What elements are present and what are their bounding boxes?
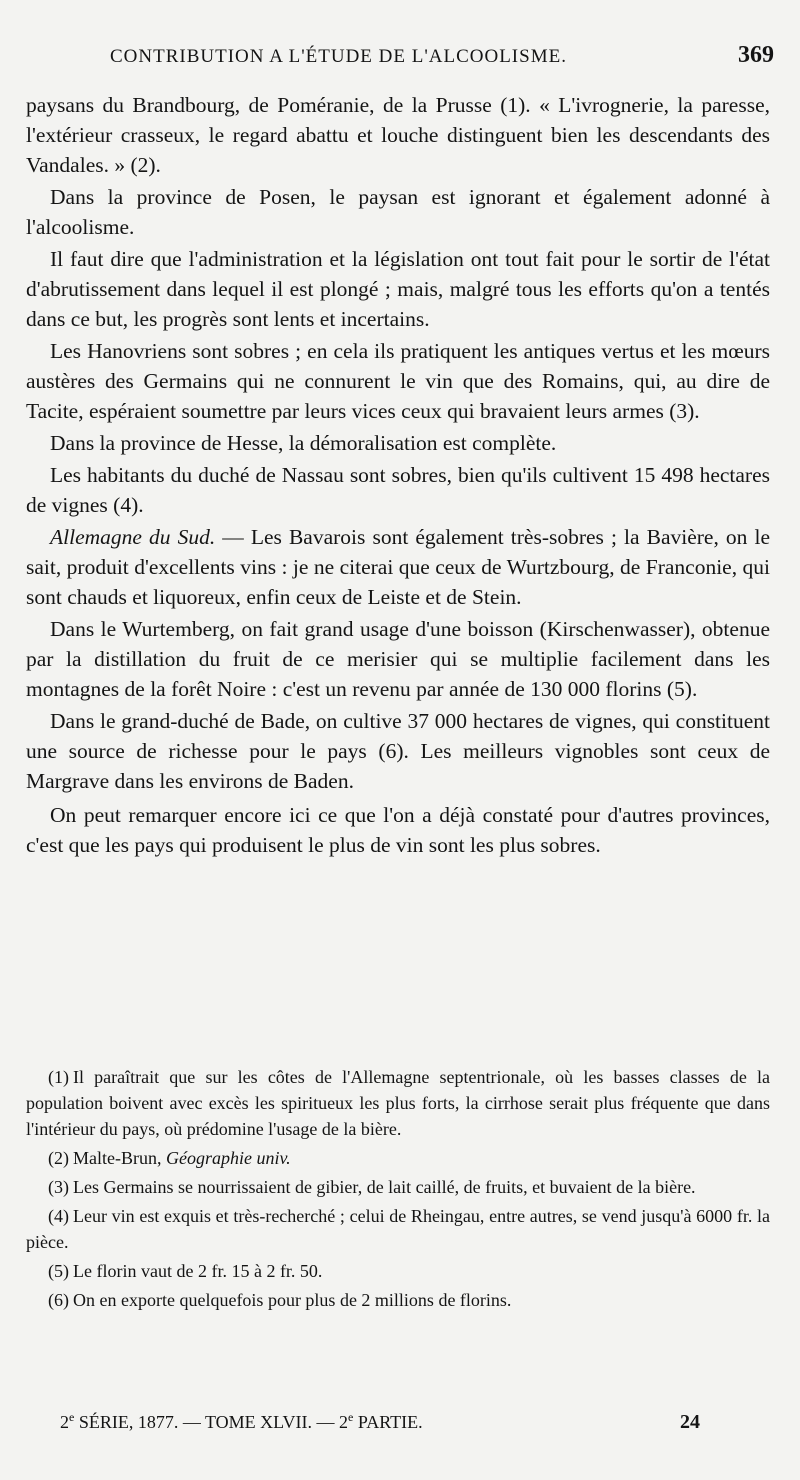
footnote-text: On en exporte quelquefois pour plus de 2 millions de florins. [73,1290,512,1310]
main-text [26,90,770,862]
series-text: SÉRIE, 1877. — TOME XLVII. — 2 [74,1412,349,1432]
paragraph-4: Les Hanovriens sont sobres ; en cela ils pratiquent les antiques vertus et les mœurs austères des Germains qui ne connurent le vin que des Romains, qui, au dire de Tacite, espéraient soumettre par leurs vices ceux qui bravaient leurs armes (3). [26,339,770,423]
signature-number: 24 [680,1411,700,1433]
paragraph-5: Dans la province de Hesse, la démoralisation est complète. [50,431,557,455]
page-number: 369 [738,42,774,68]
paragraph-9: Dans le grand-duché de Bade, on cultive 37 000 hectares de vignes, qui constituent une source de richesse pour le pays (6). Les meilleurs vignobles sont ceux de Margrave dans les environs de Baden. [26,709,770,793]
footnote-italic: Géographie univ. [165,1148,291,1168]
footnote-2 [26,1145,770,1171]
paragraph-1: paysans du Brandbourg, de Poméranie, de la Prusse (1). « L'ivrognerie, la paresse, l'extérieur crasseux, le regard abattu et louche distinguent bien les descendants des Vandales. » (2). [26,93,770,177]
footnote-mark: (1) [48,1067,69,1087]
footnote-5 [26,1258,770,1284]
series-superscript: e [69,1410,75,1424]
footnote-text: Les Germains se nourrissaient de gibier, de lait caillé, de fruits, et buvaient de la bière. [73,1177,696,1197]
part-text: PARTIE. [353,1412,423,1432]
footnote-mark: (2) [48,1148,69,1168]
part-superscript: e [348,1410,354,1424]
paragraph-7 [26,522,770,612]
footnote-mark: (6) [48,1290,69,1310]
paragraph-7-text: — Les Bavarois sont également très-sobres ; la Bavière, on le sait, produit d'excellents vins : je ne citerai que ceux de Wurtzbourg, de Franconie, qui sont chauds et liquoreux, enfin ceux de Leiste et de Stein. [26,525,770,609]
paragraph-3: Il faut dire que l'administration et la législation ont tout fait pour le sortir de l'état d'abrutissement dans lequel il est plongé ; mais, malgré tous les efforts qu'on a tentés dans ce but, les progrès sont lents et incertains. [26,247,770,331]
footnote-6 [26,1287,770,1313]
footnote-text: Malte-Brun, [73,1148,166,1168]
footnote-mark: (3) [48,1177,69,1197]
footnote-text: Il paraîtrait que sur les côtes de l'Allemagne septentrionale, où les basses classes de la population boivent avec excès les spiritueux les plus forts, la cirrhose serait plus fréquente que dans l'intérieur du pays, où prédomine l'usage de la bière. [26,1067,770,1139]
running-title: CONTRIBUTION A L'ÉTUDE DE L'ALCOOLISME. [110,46,567,67]
page-footer [60,1410,700,1434]
page-header [110,42,774,69]
series-line [60,1410,423,1433]
paragraph-6: Les habitants du duché de Nassau sont sobres, bien qu'ils cultivent 15 498 hectares de vignes (4). [26,463,770,517]
footnote-text: Leur vin est exquis et très-recherché ; celui de Rheingau, entre autres, se vend jusqu'à 6000 fr. la pièce. [26,1206,770,1252]
section-heading-allemagne-du-sud: Allemagne du Sud. [50,525,216,549]
paragraph-10: On peut remarquer encore ici ce que l'on a déjà constaté pour d'autres provinces, c'est que les pays qui produisent le plus de vin sont les plus sobres. [26,803,770,857]
footnote-text: Le florin vaut de 2 fr. 15 à 2 fr. 50. [73,1261,323,1281]
paragraph-8: Dans le Wurtemberg, on fait grand usage d'une boisson (Kirschenwasser), obtenue par la distillation du fruit de ce merisier qui se multiplie facilement dans les montagnes de la forêt Noire : c'est un revenu par année de 130 000 florins (5). [26,617,770,701]
footnote-mark: (4) [48,1206,69,1226]
paragraph-2: Dans la province de Posen, le paysan est ignorant et également adonné à l'alcoolisme. [26,185,770,239]
footnote-3 [26,1174,770,1200]
footnote-1 [26,1064,770,1142]
footnote-mark: (5) [48,1261,69,1281]
footnotes [26,1064,770,1316]
footnote-4 [26,1203,770,1255]
series-number: 2 [60,1412,69,1432]
